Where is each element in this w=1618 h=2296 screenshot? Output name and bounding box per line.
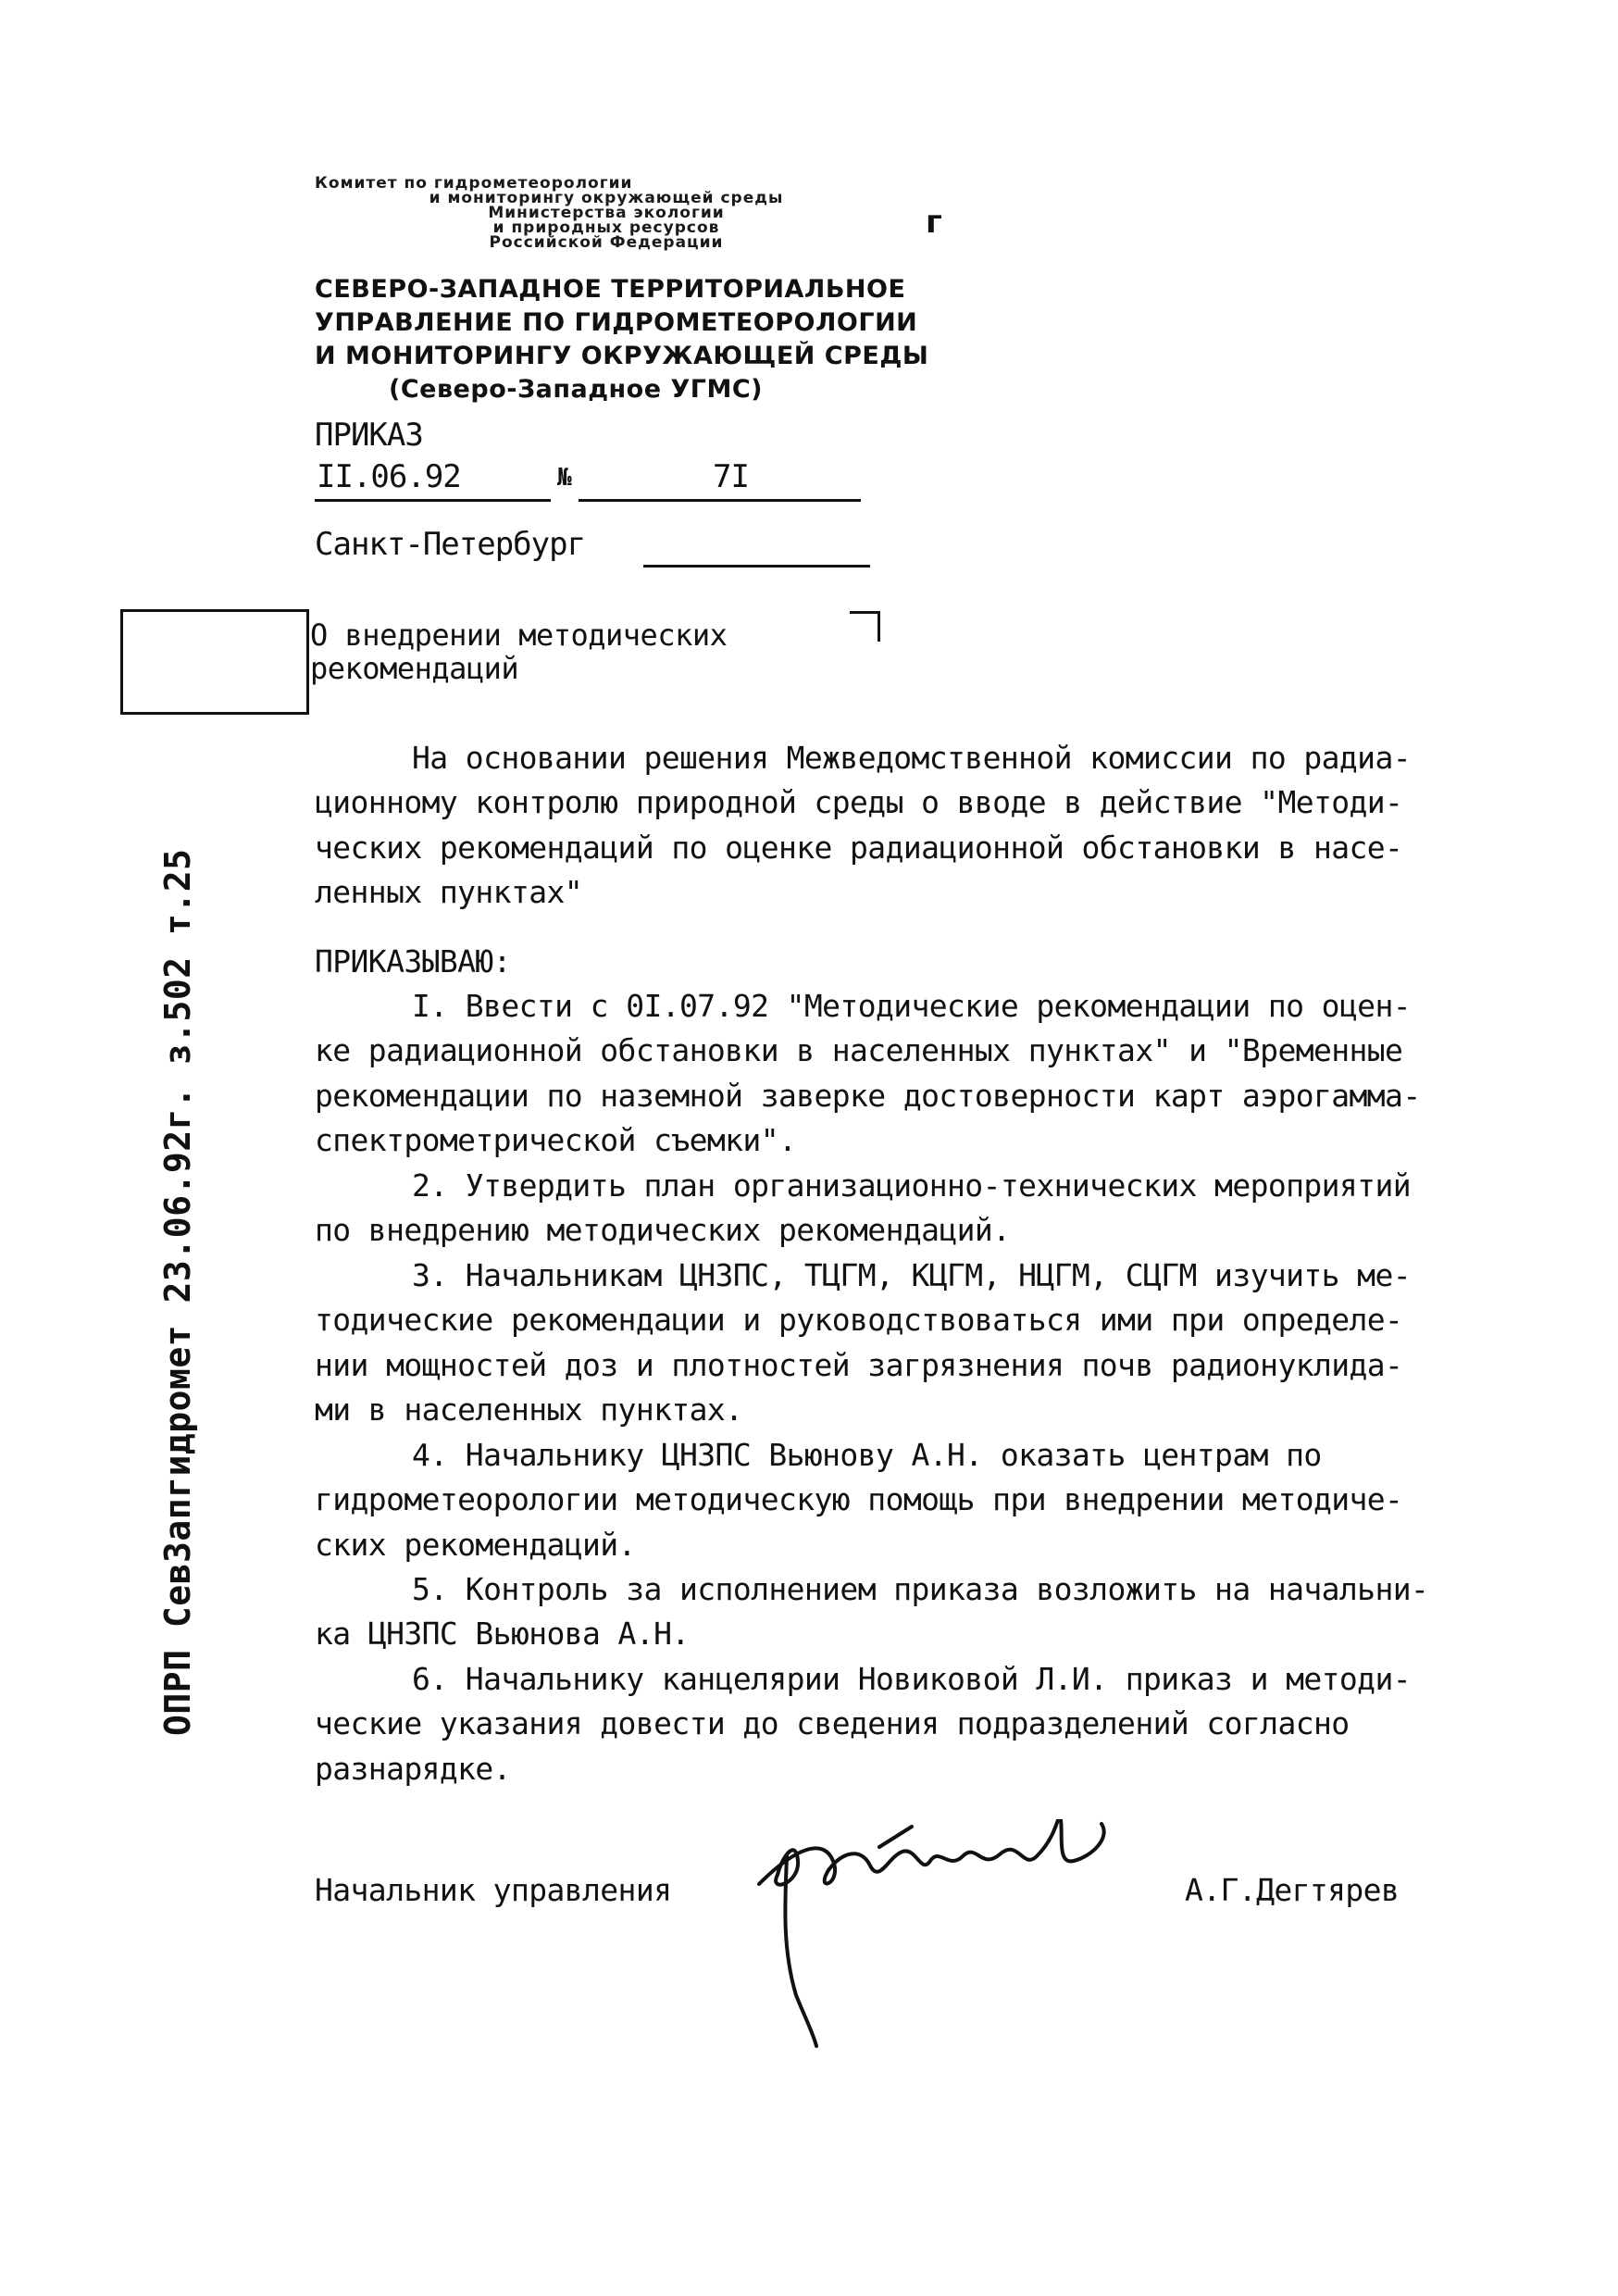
number-mark: №: [557, 464, 571, 492]
corner-mark: г: [926, 204, 942, 241]
item-line: ке радиационной обстановки в населенных пунктах" и "Временные: [315, 1032, 1403, 1068]
order-word: ПРИКАЗЫВАЮ:: [315, 943, 511, 980]
order-date: II.06.92: [317, 458, 461, 495]
item-line: разнарядке.: [315, 1750, 511, 1787]
stamp-line: Российской Федерации: [489, 233, 724, 252]
item-line: ми в населенных пунктах.: [315, 1391, 743, 1428]
stamp-line: и мониторингу окружающей среды: [429, 189, 784, 207]
ministry-stamp: [315, 176, 898, 250]
registration-box: [120, 609, 309, 715]
item-line: ских рекомендаций.: [315, 1526, 636, 1563]
item-line: рекомендации по наземной заверке достоверности карт аэрогамма-: [315, 1077, 1421, 1114]
item-5-rest: [315, 1612, 690, 1657]
handwritten-signature: [741, 1819, 1166, 2060]
subject-line: О внедрении методических: [310, 618, 728, 653]
intro-continuation: [315, 780, 1402, 916]
city: Санкт-Петербург: [315, 526, 586, 563]
city-underline: [643, 565, 870, 568]
item-line: гидрометеорологии методическую помощь при внедрении методиче-: [315, 1481, 1403, 1517]
item-4-first: 4. Начальнику ЦНЗПС Вьюнову А.Н. оказать центрам по: [412, 1437, 1322, 1473]
org-line: И МОНИТОРИНГУ ОКРУЖАЮЩЕЙ СРЕДЫ: [315, 342, 929, 370]
org-line: УПРАВЛЕНИЕ ПО ГИДРОМЕТЕОРОЛОГИИ: [315, 308, 918, 337]
signer-name: А.Г.Дегтярев: [1185, 1872, 1400, 1908]
order-number: 7I: [713, 458, 749, 495]
intro-line: На основании решения Межведомственной комиссии по радиа-: [412, 740, 1411, 776]
intro-line: ческих рекомендаций по оценке радиационной обстановки в насе-: [315, 829, 1403, 866]
item-line: по внедрению методических рекомендаций.: [315, 1212, 1011, 1248]
item-1-rest: [315, 1029, 1421, 1164]
item-line: спектрометрической съемки".: [315, 1122, 797, 1158]
item-line: ка ЦНЗПС Вьюнова А.Н.: [315, 1616, 690, 1652]
document-type: ПРИКАЗ: [315, 417, 423, 454]
signer-title: Начальник управления: [315, 1872, 672, 1908]
item-4-rest: [315, 1478, 1402, 1567]
item-line: ческие указания довести до сведения подразделений согласно: [315, 1705, 1350, 1741]
item-2-first: 2. Утвердить план организационно-технических мероприятий: [412, 1167, 1411, 1204]
org-line: СЕВЕРО-ЗАПАДНОЕ ТЕРРИТОРИАЛЬНОЕ: [315, 275, 906, 304]
stamp-line: Комитет по гидрометеорологии: [315, 174, 633, 193]
stamp-line: и природных ресурсов: [492, 218, 720, 237]
item-2-rest: [315, 1208, 1010, 1254]
item-1-first: I. Ввести с 0I.07.92 "Методические рекомендации по оцен-: [412, 988, 1411, 1024]
item-line: тодические рекомендации и руководствоваться ими при определе-: [315, 1302, 1403, 1338]
item-5-first: 5. Контроль за исполнением приказа возложить на начальни-: [412, 1571, 1429, 1607]
subject-line: рекомендаций: [310, 651, 519, 686]
corner-bracket: [850, 611, 880, 642]
subject: [310, 618, 727, 685]
item-3-rest: [315, 1298, 1402, 1433]
intro-line: ленных пунктах": [315, 874, 583, 910]
item-line: нии мощностей доз и плотностей загрязнения почв радионуклида-: [315, 1346, 1403, 1383]
org-line: (Северо-Западное УГМС): [389, 375, 763, 404]
margin-registration-note: ОПРП СевЗапгидромет 23.06.92г. з.502 т.25: [157, 848, 198, 1736]
intro-line: ционному контролю природной среды о вводе в действие "Методи-: [315, 784, 1403, 820]
organization-name: [315, 273, 929, 406]
item-6-first: 6. Начальнику канцелярии Новиковой Л.И. приказ и методи-: [412, 1661, 1411, 1697]
stamp-line: Министерства экологии: [488, 204, 725, 222]
item-6-rest: [315, 1702, 1350, 1791]
item-3-first: 3. Начальникам ЦНЗПС, ТЦГМ, КЦГМ, НЦГМ, СЦГМ изучить ме-: [412, 1257, 1411, 1293]
date-number-line: [315, 458, 870, 503]
